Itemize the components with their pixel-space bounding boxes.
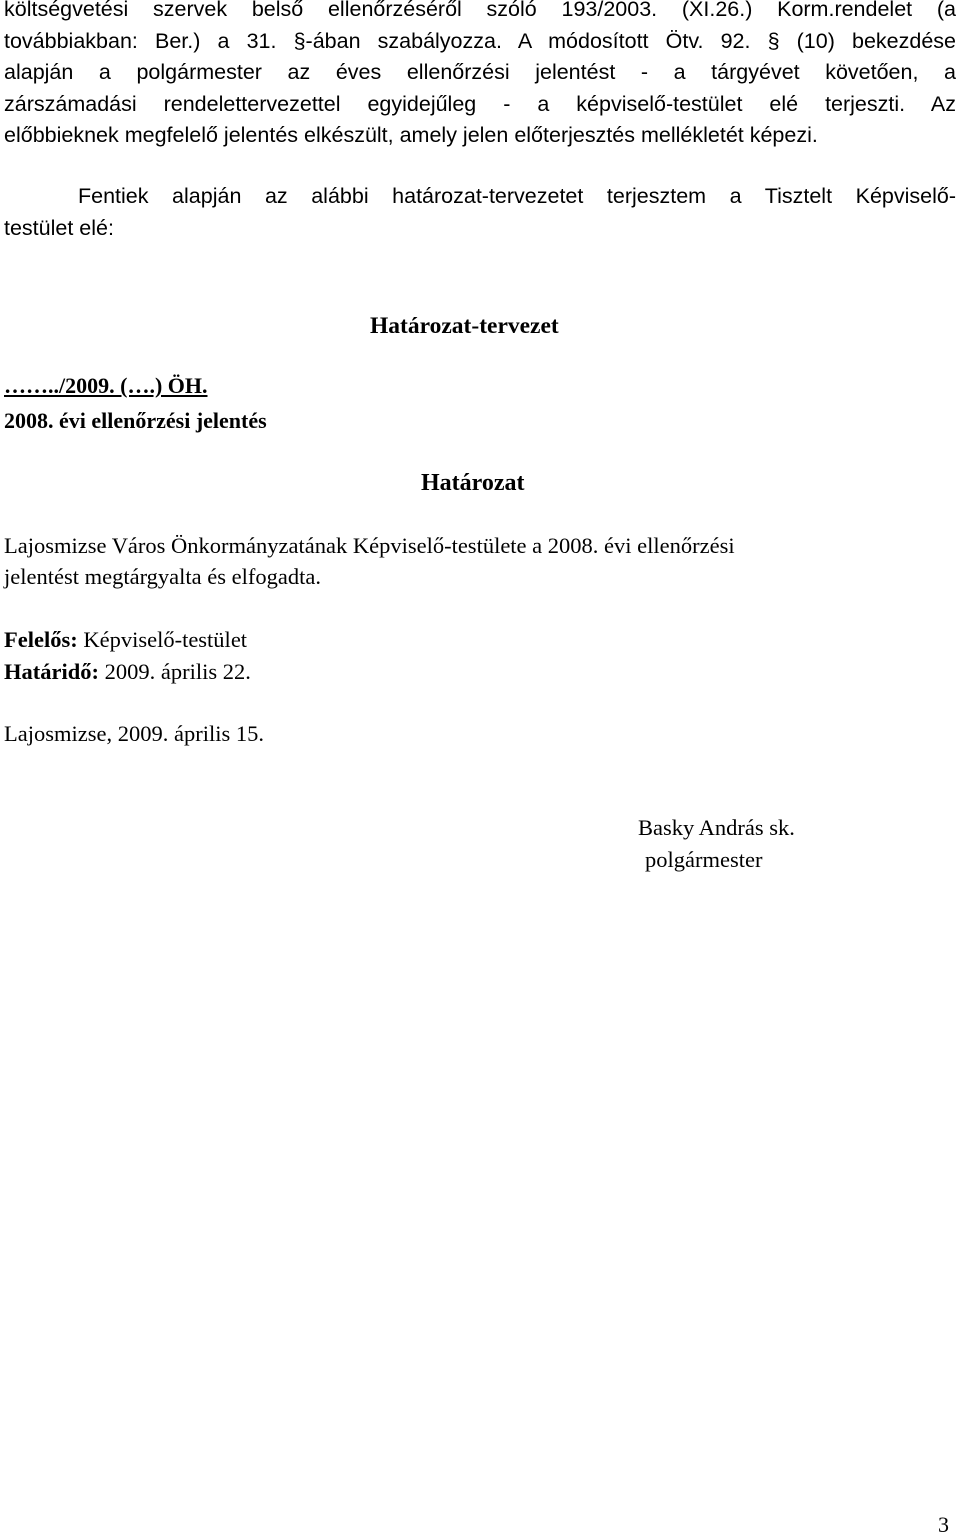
intro-line-5: előbbieknek megfelelő jelentés elkészült, amely jelen előterjesztés mellékletét képezi.	[4, 123, 818, 148]
intro-line-4: zárszámadási rendelettervezettel egyidejűleg - a képviselő-testület elé terjeszti. Az	[4, 91, 956, 116]
resolution-heading: Határozat	[421, 470, 525, 496]
resolution-body-line-2: jelentést megtárgyalta és elfogadta.	[4, 564, 321, 589]
deadline-value: 2009. április 22.	[99, 659, 251, 684]
page-number: 3	[938, 1512, 949, 1537]
intro-paragraph	[4, 0, 956, 152]
signature-name: Basky András sk.	[638, 815, 795, 840]
responsible-row	[4, 625, 247, 655]
proposal-line-1: Fentiek alapján az alábbi határozat-tervezetet terjesztem a Tisztelt Képviselő-	[78, 184, 956, 208]
resolution-number: ……../2009. (….) ÖH.	[4, 373, 208, 398]
deadline-label: Határidő:	[4, 659, 99, 684]
draft-heading: Határozat-tervezet	[370, 313, 559, 339]
intro-line-1: költségvetési szervek belső ellenőrzéséről szóló 193/2003. (XI.26.) Korm.rendelet (a	[4, 0, 956, 21]
responsible-label: Felelős:	[4, 627, 78, 652]
intro-line-3: alapján a polgármester az éves ellenőrzési jelentést - a tárgyévet követően, a	[4, 60, 956, 85]
resolution-subject: 2008. évi ellenőrzési jelentés	[4, 408, 267, 433]
responsible-value: Képviselő-testület	[77, 627, 248, 652]
signature-title: polgármester	[645, 847, 763, 872]
intro-line-2: továbbiakban: Ber.) a 31. §-ában szabályozza. A módosított Ötv. 92. § (10) bekezdése	[4, 28, 956, 53]
proposal-paragraph	[4, 181, 956, 244]
resolution-body-line-1: Lajosmizse Város Önkormányzatának Képviselő-testülete a 2008. évi ellenőrzési	[4, 533, 735, 558]
deadline-row	[4, 657, 251, 687]
proposal-line-2: testület elé:	[4, 215, 114, 240]
place-date: Lajosmizse, 2009. április 15.	[4, 721, 264, 746]
